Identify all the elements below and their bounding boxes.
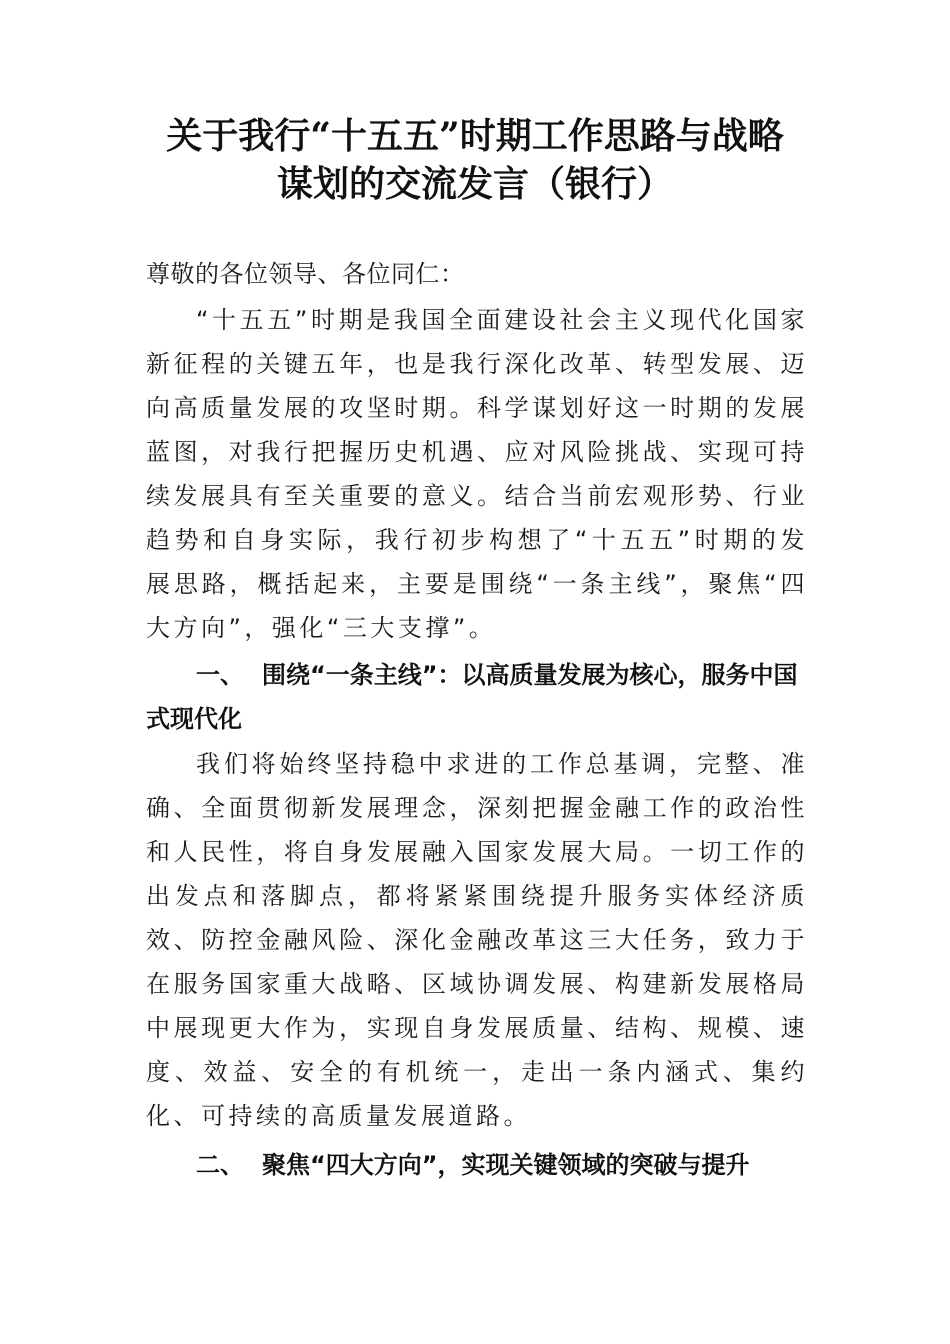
- section-2-heading-text: 聚焦“四大方向”，实现关键领域的突破与提升: [262, 1151, 750, 1179]
- document-title-line-1: 关于我行“十五五”时期工作思路与战略: [166, 115, 784, 157]
- salutation: 尊敬的各位领导、各位同仁：: [146, 260, 465, 288]
- intro-paragraph: “十五五”时期是我国全面建设社会主义现代化国家新征程的关键五年，也是我行深化改革、转型发展、迈向高质量发展的攻坚时期。科学谋划好这一时期的发展蓝图，对我行把握历史机遇、应对风险挑战、实现可持续发展具有至关重要的意义。结合当前宏观形势、行业趋势和自身实际，我行初步构想了“十五五”时期的发展思路，概括起来，主要是围绕“一条主线”，聚焦“四大方向”，强化“三大支撑”。: [146, 306, 808, 642]
- document-title-line-2: 谋划的交流发言（银行）: [276, 163, 673, 205]
- section-1-paragraph: 我们将始终坚持稳中求进的工作总基调，完整、准确、全面贯彻新发展理念，深刻把握金融工作的政治性和人民性，将自身发展融入国家发展大局。一切工作的出发点和落脚点，都将紧紧围绕提升服务实体经济质效、防控金融风险、深化金融改革这三大任务，致力于在服务国家重大战略、区域协调发展、构建新发展格局中展现更大作为，实现自身发展质量、结构、规模、速度、效益、安全的有机统一，走出一条内涵式、集约化、可持续的高质量发展道路。: [146, 750, 808, 1130]
- section-1-heading-text: 围绕“一条主线”：以高质量发展为核心，服务中国式现代化: [146, 661, 798, 733]
- section-1-heading: [146, 653, 808, 741]
- section-2-number: 二、: [196, 1151, 244, 1179]
- section-1-number: 一、: [196, 661, 244, 689]
- section-2-heading: [146, 1143, 808, 1187]
